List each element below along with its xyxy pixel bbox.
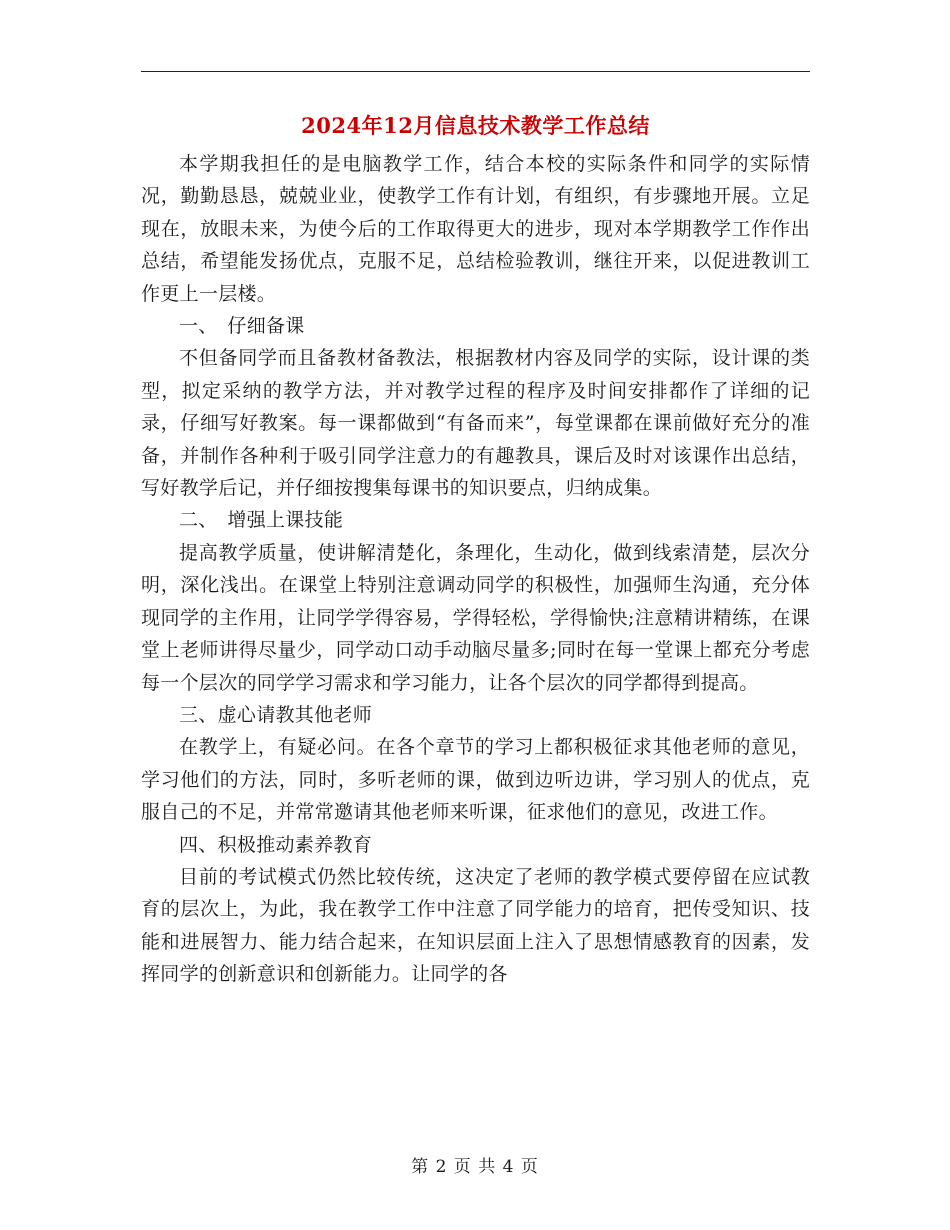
section-heading-2: 二、 增强上课技能	[179, 509, 344, 532]
intro-paragraph: 本学期我担任的是电脑教学工作，结合本校的实际条件和同学的实际情况，勤勤恳恳，兢兢业业，使教学工作有计划，有组织，有步骤地开展。立足现在，放眼未来，为使今后的工作取得更大的进步，现对本学期教学工作作出总结，希望能发扬优点，克服不足，总结检验教训，继往开来，以促进教训工作更上一层楼。	[141, 153, 810, 305]
section-paragraph-3: 在教学上，有疑必问。在各个章节的学习上都积极征求其他老师的意见，学习他们的方法，同时，多听老师的课，做到边听边讲，学习别人的优点，克服自己的不足，并常常邀请其他老师来听课，征求他们的意见，改进工作。	[141, 736, 810, 824]
header-rule	[141, 71, 810, 72]
page-number: 第 2 页 共 4 页	[411, 1157, 539, 1177]
document-title: 2024年12月信息技术教学工作总结	[301, 113, 650, 138]
section-heading-1: 一、 仔细备课	[179, 315, 305, 338]
section-paragraph-2: 提高教学质量，使讲解清楚化，条理化，生动化，做到线索清楚，层次分明，深化浅出。在课堂上特别注意调动同学的积极性，加强师生沟通，充分体现同学的主作用，让同学学得容易，学得轻松，学得愉快;注意精讲精练，在课堂上老师讲得尽量少，同学动口动手动脑尽量多;同时在每一堂课上都充分考虑每一个层次的同学学习需求和学习能力，让各个层次的同学都得到提高。	[141, 541, 810, 694]
section-heading-4: 四、积极推动素养教育	[179, 833, 373, 856]
section-heading-3: 三、虚心请教其他老师	[179, 703, 373, 726]
section-paragraph-1: 不但备同学而且备教材备教法，根据教材内容及同学的实际，设计课的类型，拟定采纳的教学方法，并对教学过程的程序及时间安排都作了详细的记录，仔细写好教案。每一课都做到“有备而来”，每堂课都在课前做好充分的准备，并制作各种利于吸引同学注意力的有趣教具，课后及时对该课作出总结，写好教学后记，并仔细按搜集每课书的知识要点，归纳成集。	[141, 347, 810, 500]
section-paragraph-4: 目前的考试模式仍然比较传统，这决定了老师的教学模式要停留在应试教育的层次上，为此，我在教学工作中注意了同学能力的培育，把传受知识、技能和进展智力、能力结合起来，在知识层面上注入了思想情感教育的因素，发挥同学的创新意识和创新能力。让同学的各	[141, 865, 810, 986]
document-body	[141, 148, 810, 991]
